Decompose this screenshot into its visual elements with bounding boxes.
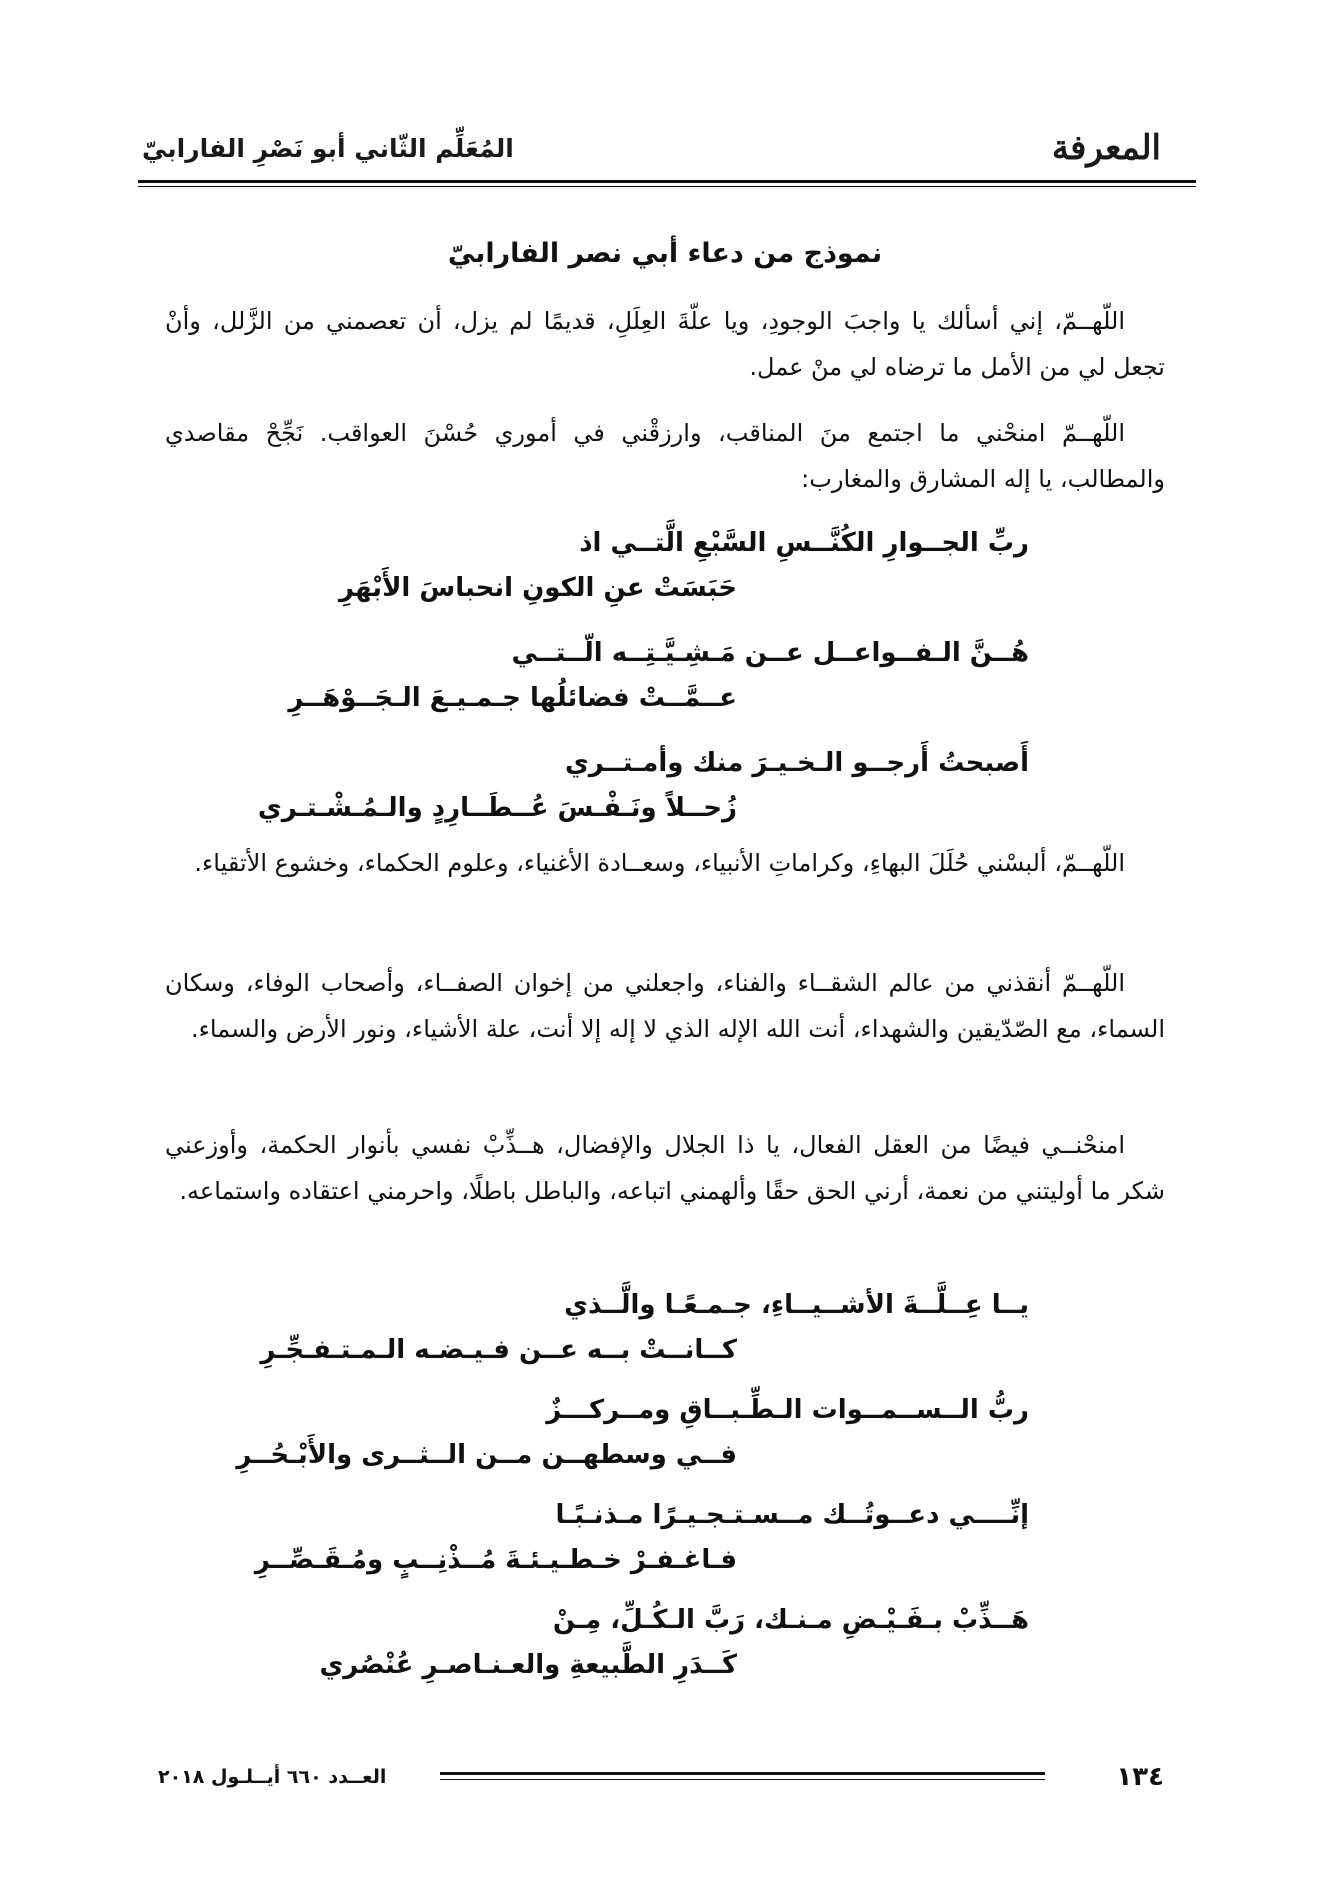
verse-line: فـاغـفـرْ خـطـيـئـةَ مُــذْنِــبٍ ومُـقَـصِّــرِ — [254, 1545, 737, 1575]
paragraph-text: اللّهــمّ، إني أسألك يا واجبَ الوجودِ، ويا علّةَ العِلَلِ، قديمًا لم يزل، أن تعصمني من الزَّلل، وأنْ تجعل لي من الأمل ما ترضاه لي منْ عمل. — [165, 307, 1165, 381]
paragraph-text: اللّهــمّ امنحْني ما اجتمع منَ المناقب، وارزقْني في أموري حُسْنَ العواقب. نَجِّحْ مقاصدي والمطالب، يا إله المشارق والمغارب: — [165, 419, 1165, 493]
page-number: ١٣٤ — [1116, 1762, 1164, 1792]
verse-line: أَصبحتُ أَرجــو الـخـيـرَ منك وأمـتــري — [564, 748, 1029, 778]
verse-line: ربِّ الجــوارِ الكُنَّــسِ السَّبْعِ الَّتــي اذ — [579, 528, 1029, 558]
verse-line: يــا عِــلَّــةَ الأشــيــاءِ، جـمـعًـا والَّــذي — [564, 1290, 1029, 1320]
paragraph-text: اللّهــمّ، ألبسْني حُلَلَ البهاءِ، وكراماتِ الأنبياء، وسعــادة الأغنياء، وعلوم الحكماء، وخشوع الأتقياء. — [194, 849, 1125, 877]
journal-logo: المعرفة — [1051, 128, 1161, 168]
footer-rule-thin — [440, 1779, 1045, 1780]
paragraph-2 — [165, 410, 1165, 502]
paragraph-4 — [165, 960, 1165, 1052]
issue-info: العــدد ٦٦٠ أيــلـول ٢٠١٨ — [158, 1766, 387, 1788]
paragraph-5 — [165, 1122, 1165, 1214]
paragraph-3 — [165, 840, 1165, 886]
running-title: المُعَلِّم الثّاني أبو نَصْرِ الفارابيّ — [142, 134, 514, 163]
verse-line: هَــذِّبْ بـفَـيْـضِ مـنـك، رَبَّ الـكُـلِّ، مِـنْ — [552, 1605, 1029, 1635]
verse-line: كَــدَرِ الطَّبيعةِ والعـنـاصـرِ عُنْصُري — [319, 1650, 737, 1680]
verse-line: حَبَسَتْ عنِ الكونِ انحباسَ الأَبْهَرِ — [338, 573, 737, 603]
verse-line: إنِّــــي دعــوتُــك مــسـتـجـيـرًا مـذنـبًـا — [555, 1500, 1029, 1530]
verse-line: هُــنَّ الـفــواعــل عــن مَـشِـيَّـتِــه الّــتــي — [511, 638, 1029, 668]
paragraph-text: اللّهــمّ أنقذني من عالم الشقــاء والفناء، واجعلني من إخوان الصفــاء، وأصحاب الوفاء، وسكان السماء، مع الصّدّيقين والشهداء، أنت الله الإله الذي لا إله إلا أنت، علة الأشياء، ونور الأرض والسماء. — [165, 969, 1165, 1043]
verse-line: ربُّ الــســمــوات الـطِّـبــاقِ ومــركـــزٌ — [546, 1395, 1029, 1425]
paragraph-text: امنحْنــي فيضًا من العقل الفعال، يا ذا الجلال والإفضال، هــذِّبْ نفسي بأنوار الحكمة، وأوزعني شكر ما أوليتني من نعمة، أرني الحق حقًا وألهمني اتباعه، والباطل باطلًا، واحرمني اعتقاده واستماعه. — [165, 1131, 1165, 1205]
header-rule-thick — [138, 180, 1196, 183]
verse-line: زُحــلاً ونَـفْـسَ عُــطَــارِدٍ والـمُـشْـتـري — [257, 793, 737, 823]
section-title: نموذج من دعاء أبي نصر الفارابيّ — [447, 238, 883, 269]
footer-rule-thick — [440, 1772, 1045, 1775]
verse-line: فــي وسطهــن مــن الــثــرى والأَبْـحُــرِ — [236, 1440, 737, 1470]
header-rule-thin — [138, 186, 1196, 187]
verse-line: عــمَّــتْ فضائلُها جـمـيـعَ الـجَــوْهَــرِ — [288, 683, 737, 713]
verse-line: كــانــتْ بــه عــن فـيـضـه الـمـتـفـجِّـرِ — [260, 1335, 737, 1365]
paragraph-1 — [165, 298, 1165, 390]
